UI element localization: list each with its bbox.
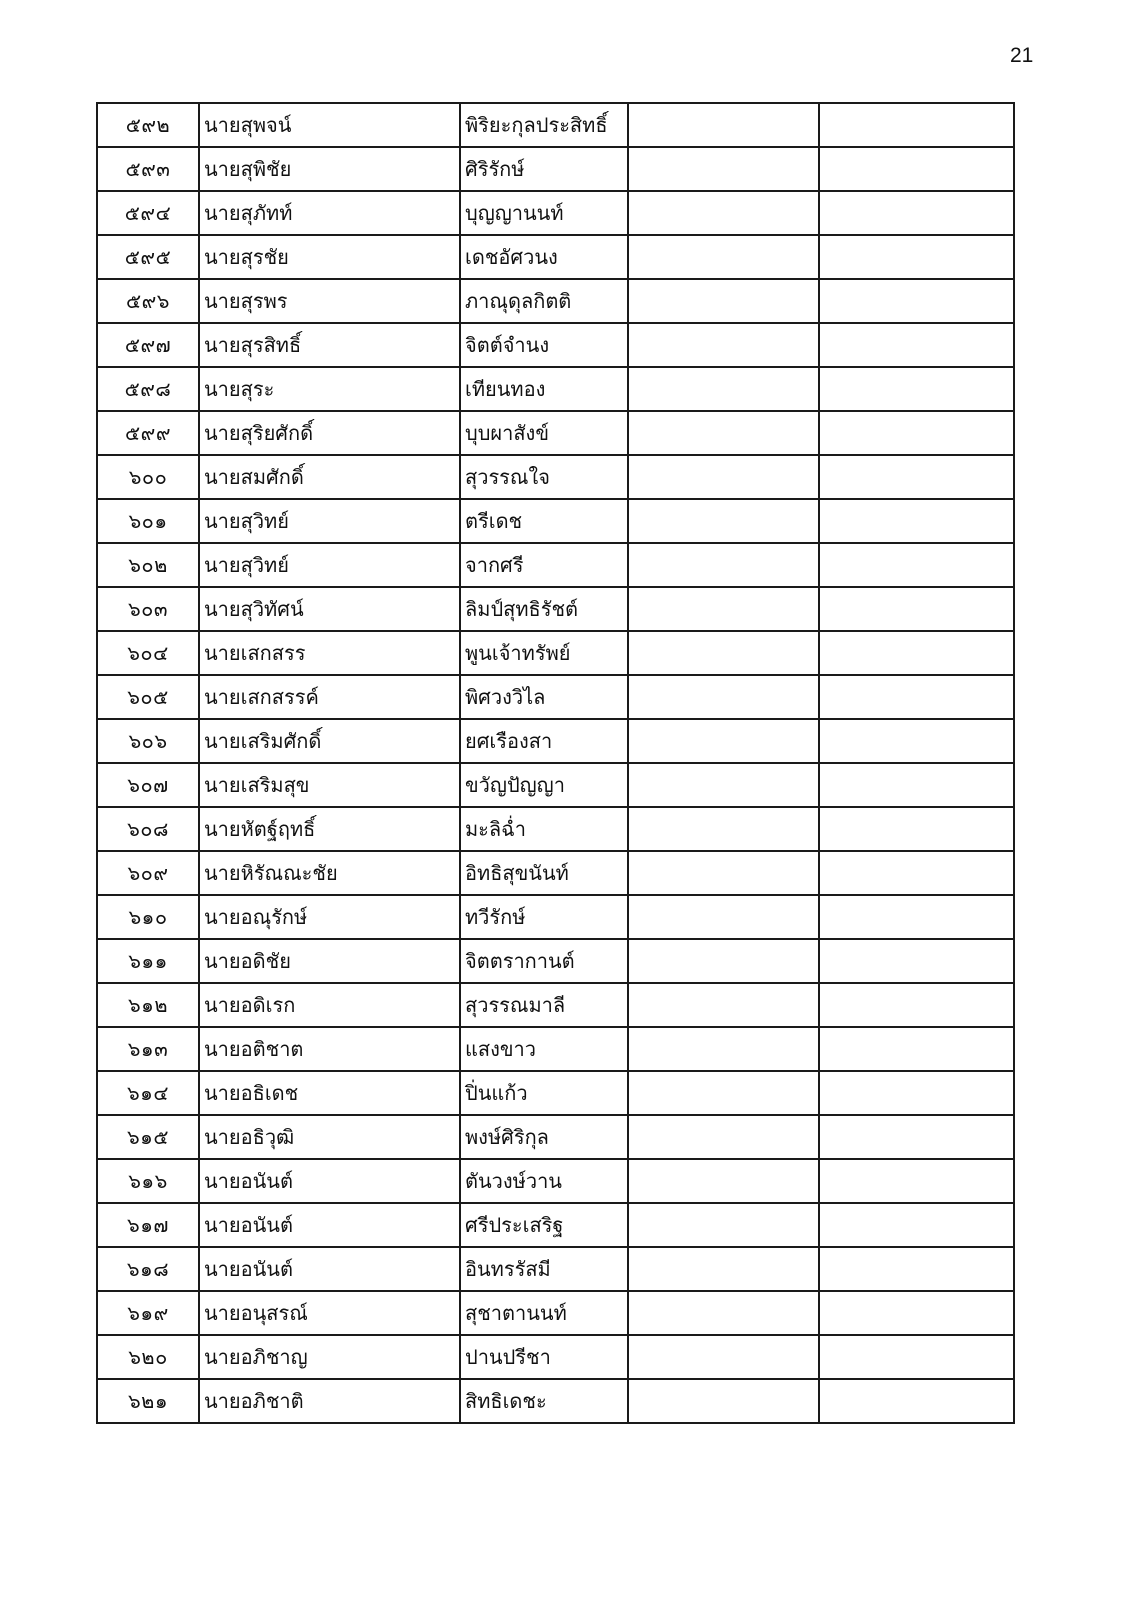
first-name-cell: นายเสกสรรค์ xyxy=(199,675,460,719)
row-number-cell: ๕๙๙ xyxy=(97,411,199,455)
last-name-cell: ศรีประเสริฐ xyxy=(460,1203,628,1247)
blank-cell-2 xyxy=(819,631,1014,675)
row-number-cell: ๖๐๕ xyxy=(97,675,199,719)
blank-cell-2 xyxy=(819,763,1014,807)
last-name-cell: ศิริรักษ์ xyxy=(460,147,628,191)
row-number-cell: ๖๑๓ xyxy=(97,1027,199,1071)
blank-cell-1 xyxy=(628,851,819,895)
blank-cell-2 xyxy=(819,499,1014,543)
blank-cell-2 xyxy=(819,147,1014,191)
row-number-cell: ๖๑๖ xyxy=(97,1159,199,1203)
last-name-cell: อินทรรัสมี xyxy=(460,1247,628,1291)
first-name-cell: นายสุรชัย xyxy=(199,235,460,279)
name-list-table xyxy=(96,102,1015,1424)
blank-cell-1 xyxy=(628,235,819,279)
first-name-cell: นายอติชาต xyxy=(199,1027,460,1071)
last-name-cell: พิศวงวิไล xyxy=(460,675,628,719)
first-name-cell: นายอภิชาติ xyxy=(199,1379,460,1423)
first-name-cell: นายเสริมสุข xyxy=(199,763,460,807)
row-number-cell: ๖๐๒ xyxy=(97,543,199,587)
table-row xyxy=(97,587,1014,631)
row-number-cell: ๖๑๙ xyxy=(97,1291,199,1335)
first-name-cell: นายสมศักดิ์ xyxy=(199,455,460,499)
first-name-cell: นายอดิชัย xyxy=(199,939,460,983)
first-name-cell: นายสุรพร xyxy=(199,279,460,323)
last-name-cell: มะลิฉ่ำ xyxy=(460,807,628,851)
blank-cell-2 xyxy=(819,1203,1014,1247)
blank-cell-1 xyxy=(628,587,819,631)
blank-cell-1 xyxy=(628,1247,819,1291)
blank-cell-1 xyxy=(628,411,819,455)
last-name-cell: พงษ์ศิริกุล xyxy=(460,1115,628,1159)
blank-cell-2 xyxy=(819,323,1014,367)
blank-cell-1 xyxy=(628,455,819,499)
table-row xyxy=(97,939,1014,983)
first-name-cell: นายอภิชาญ xyxy=(199,1335,460,1379)
row-number-cell: ๖๐๑ xyxy=(97,499,199,543)
blank-cell-1 xyxy=(628,1115,819,1159)
blank-cell-2 xyxy=(819,939,1014,983)
blank-cell-1 xyxy=(628,763,819,807)
blank-cell-1 xyxy=(628,499,819,543)
row-number-cell: ๖๑๗ xyxy=(97,1203,199,1247)
row-number-cell: ๖๑๕ xyxy=(97,1115,199,1159)
row-number-cell: ๕๙๓ xyxy=(97,147,199,191)
last-name-cell: ขวัญปัญญา xyxy=(460,763,628,807)
last-name-cell: ปานปรีชา xyxy=(460,1335,628,1379)
table-row xyxy=(97,675,1014,719)
blank-cell-1 xyxy=(628,543,819,587)
table-row xyxy=(97,631,1014,675)
table-row xyxy=(97,1335,1014,1379)
table-row xyxy=(97,1027,1014,1071)
last-name-cell: จิตต์จำนง xyxy=(460,323,628,367)
blank-cell-1 xyxy=(628,103,819,147)
last-name-cell: สุชาตานนท์ xyxy=(460,1291,628,1335)
first-name-cell: นายสุระ xyxy=(199,367,460,411)
blank-cell-2 xyxy=(819,675,1014,719)
blank-cell-1 xyxy=(628,367,819,411)
last-name-cell: ภาณุดุลกิตติ xyxy=(460,279,628,323)
blank-cell-2 xyxy=(819,983,1014,1027)
table-row xyxy=(97,367,1014,411)
blank-cell-1 xyxy=(628,1027,819,1071)
last-name-cell: ตันวงษ์วาน xyxy=(460,1159,628,1203)
table-row xyxy=(97,763,1014,807)
first-name-cell: นายสุวิทย์ xyxy=(199,499,460,543)
blank-cell-1 xyxy=(628,719,819,763)
blank-cell-2 xyxy=(819,895,1014,939)
blank-cell-1 xyxy=(628,983,819,1027)
last-name-cell: แสงขาว xyxy=(460,1027,628,1071)
table-row xyxy=(97,323,1014,367)
last-name-cell: สุวรรณมาลี xyxy=(460,983,628,1027)
row-number-cell: ๖๐๗ xyxy=(97,763,199,807)
last-name-cell: อิทธิสุขนันท์ xyxy=(460,851,628,895)
first-name-cell: นายอนันต์ xyxy=(199,1247,460,1291)
blank-cell-2 xyxy=(819,1335,1014,1379)
blank-cell-1 xyxy=(628,1203,819,1247)
blank-cell-1 xyxy=(628,1159,819,1203)
blank-cell-1 xyxy=(628,1291,819,1335)
first-name-cell: นายหิรัณณะชัย xyxy=(199,851,460,895)
row-number-cell: ๖๑๐ xyxy=(97,895,199,939)
row-number-cell: ๖๑๑ xyxy=(97,939,199,983)
blank-cell-2 xyxy=(819,1379,1014,1423)
last-name-cell: สุวรรณใจ xyxy=(460,455,628,499)
table-row xyxy=(97,1159,1014,1203)
table-row xyxy=(97,411,1014,455)
blank-cell-2 xyxy=(819,1159,1014,1203)
table-row xyxy=(97,851,1014,895)
blank-cell-1 xyxy=(628,191,819,235)
blank-cell-2 xyxy=(819,587,1014,631)
row-number-cell: ๕๙๗ xyxy=(97,323,199,367)
blank-cell-1 xyxy=(628,279,819,323)
blank-cell-1 xyxy=(628,1379,819,1423)
row-number-cell: ๖๑๒ xyxy=(97,983,199,1027)
last-name-cell: ทวีรักษ์ xyxy=(460,895,628,939)
blank-cell-1 xyxy=(628,1071,819,1115)
row-number-cell: ๕๙๘ xyxy=(97,367,199,411)
table-row xyxy=(97,279,1014,323)
row-number-cell: ๖๑๘ xyxy=(97,1247,199,1291)
blank-cell-2 xyxy=(819,1115,1014,1159)
table-row xyxy=(97,147,1014,191)
table-row xyxy=(97,455,1014,499)
last-name-cell: ลิมป์สุทธิรัชต์ xyxy=(460,587,628,631)
first-name-cell: นายเสริมศักดิ์ xyxy=(199,719,460,763)
last-name-cell: บุบผาสังข์ xyxy=(460,411,628,455)
first-name-cell: นายอดิเรก xyxy=(199,983,460,1027)
blank-cell-1 xyxy=(628,1335,819,1379)
first-name-cell: นายอนันต์ xyxy=(199,1159,460,1203)
table-row xyxy=(97,499,1014,543)
blank-cell-1 xyxy=(628,807,819,851)
row-number-cell: ๖๐๖ xyxy=(97,719,199,763)
last-name-cell: จิตตรากานต์ xyxy=(460,939,628,983)
table-row xyxy=(97,1071,1014,1115)
first-name-cell: นายสุวิทย์ xyxy=(199,543,460,587)
table-row xyxy=(97,1247,1014,1291)
first-name-cell: นายอธิวุฒิ xyxy=(199,1115,460,1159)
blank-cell-1 xyxy=(628,939,819,983)
row-number-cell: ๖๐๘ xyxy=(97,807,199,851)
last-name-cell: พิริยะกุลประสิทธิ์ xyxy=(460,103,628,147)
last-name-cell: เดชอัศวนง xyxy=(460,235,628,279)
last-name-cell: ตรีเดช xyxy=(460,499,628,543)
first-name-cell: นายอธิเดช xyxy=(199,1071,460,1115)
blank-cell-2 xyxy=(819,543,1014,587)
row-number-cell: ๖๐๔ xyxy=(97,631,199,675)
first-name-cell: นายหัตฐ์ฤทธิ์ xyxy=(199,807,460,851)
blank-cell-2 xyxy=(819,235,1014,279)
first-name-cell: นายอนุสรณ์ xyxy=(199,1291,460,1335)
first-name-cell: นายสุพิชัย xyxy=(199,147,460,191)
row-number-cell: ๕๙๖ xyxy=(97,279,199,323)
table-row xyxy=(97,543,1014,587)
table-row xyxy=(97,1379,1014,1423)
blank-cell-2 xyxy=(819,1027,1014,1071)
table-row xyxy=(97,191,1014,235)
last-name-cell: เทียนทอง xyxy=(460,367,628,411)
table-row xyxy=(97,1115,1014,1159)
blank-cell-2 xyxy=(819,851,1014,895)
page-number: 21 xyxy=(1010,44,1034,67)
last-name-cell: ปิ่นแก้ว xyxy=(460,1071,628,1115)
first-name-cell: นายสุพจน์ xyxy=(199,103,460,147)
blank-cell-1 xyxy=(628,147,819,191)
row-number-cell: ๖๑๔ xyxy=(97,1071,199,1115)
blank-cell-2 xyxy=(819,455,1014,499)
blank-cell-2 xyxy=(819,191,1014,235)
table-row xyxy=(97,807,1014,851)
last-name-cell: พูนเจ้าทรัพย์ xyxy=(460,631,628,675)
first-name-cell: นายสุรสิทธิ์ xyxy=(199,323,460,367)
table-row xyxy=(97,983,1014,1027)
blank-cell-1 xyxy=(628,323,819,367)
first-name-cell: นายอนันต์ xyxy=(199,1203,460,1247)
first-name-cell: นายเสกสรร xyxy=(199,631,460,675)
table-row xyxy=(97,235,1014,279)
row-number-cell: ๕๙๕ xyxy=(97,235,199,279)
last-name-cell: บุญญานนท์ xyxy=(460,191,628,235)
blank-cell-1 xyxy=(628,631,819,675)
blank-cell-2 xyxy=(819,807,1014,851)
blank-cell-2 xyxy=(819,103,1014,147)
first-name-cell: นายสุภัทท์ xyxy=(199,191,460,235)
name-list-body xyxy=(97,103,1014,1423)
table-row xyxy=(97,103,1014,147)
row-number-cell: ๕๙๒ xyxy=(97,103,199,147)
table-row xyxy=(97,719,1014,763)
row-number-cell: ๖๐๓ xyxy=(97,587,199,631)
row-number-cell: ๖๒๑ xyxy=(97,1379,199,1423)
row-number-cell: ๖๐๐ xyxy=(97,455,199,499)
blank-cell-1 xyxy=(628,675,819,719)
table-row xyxy=(97,1291,1014,1335)
last-name-cell: จากศรี xyxy=(460,543,628,587)
blank-cell-2 xyxy=(819,1071,1014,1115)
last-name-cell: ยศเรืองสา xyxy=(460,719,628,763)
blank-cell-2 xyxy=(819,719,1014,763)
blank-cell-2 xyxy=(819,367,1014,411)
blank-cell-2 xyxy=(819,279,1014,323)
row-number-cell: ๖๒๐ xyxy=(97,1335,199,1379)
table-row xyxy=(97,1203,1014,1247)
blank-cell-2 xyxy=(819,411,1014,455)
row-number-cell: ๕๙๔ xyxy=(97,191,199,235)
first-name-cell: นายอณุรักษ์ xyxy=(199,895,460,939)
blank-cell-2 xyxy=(819,1247,1014,1291)
last-name-cell: สิทธิเดชะ xyxy=(460,1379,628,1423)
first-name-cell: นายสุวิทัศน์ xyxy=(199,587,460,631)
table-row xyxy=(97,895,1014,939)
row-number-cell: ๖๐๙ xyxy=(97,851,199,895)
blank-cell-1 xyxy=(628,895,819,939)
blank-cell-2 xyxy=(819,1291,1014,1335)
first-name-cell: นายสุริยศักดิ์ xyxy=(199,411,460,455)
